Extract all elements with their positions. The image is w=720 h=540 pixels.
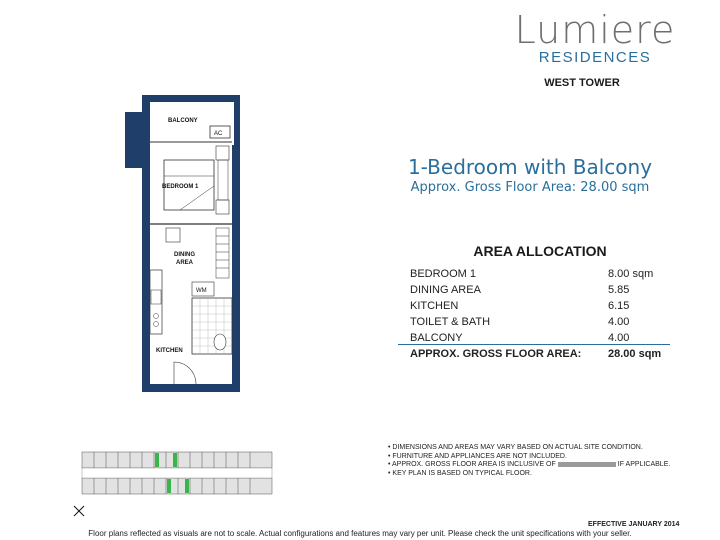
label-bedroom: BEDROOM 1 xyxy=(162,184,199,190)
allocation-value: 4.00 xyxy=(608,332,630,344)
label-dining-2: AREA xyxy=(176,260,194,266)
nightstand-top xyxy=(216,146,229,160)
footer-disclaimer: Floor plans reflected as visuals are not to scale. Actual configurations and features may vary per unit. Please check the unit specifications with your seller. xyxy=(88,529,632,538)
toilet-bowl xyxy=(214,334,226,350)
label-dining-1: DINING xyxy=(174,252,195,258)
toilet-bath xyxy=(192,298,232,354)
note-text: IF APPLICABLE. xyxy=(617,461,671,468)
label-kitchen: KITCHEN xyxy=(156,348,183,354)
unit-area: Approx. Gross Floor Area: 28.00 sqm xyxy=(410,180,650,195)
allocation-total-label: APPROX. GROSS FLOOR AREA: xyxy=(410,348,582,360)
allocation-divider xyxy=(398,344,670,345)
floor-plan xyxy=(120,90,250,400)
storage-racks xyxy=(216,228,229,278)
label-balcony: BALCONY xyxy=(168,118,198,124)
note-item: • KEY PLAN IS BASED ON TYPICAL FLOOR. xyxy=(388,469,532,477)
allocation-value: 5.85 xyxy=(608,284,630,296)
allocation-label: KITCHEN xyxy=(410,300,459,312)
allocation-value: 8.00 sqm xyxy=(608,268,654,280)
key-plan xyxy=(72,438,287,520)
brand-logo: Lumiere xyxy=(514,8,676,52)
kitchen-sink xyxy=(151,290,161,304)
column-right xyxy=(234,95,240,145)
effective-date: EFFECTIVE JANUARY 2014 xyxy=(588,521,680,528)
unit-title: 1-Bedroom with Balcony xyxy=(407,155,653,179)
column-left xyxy=(125,112,145,168)
disclaimer-notes xyxy=(388,444,708,478)
allocation-value: 6.15 xyxy=(608,300,630,312)
note-item: • DIMENSIONS AND AREAS MAY VARY BASED ON ACTUAL SITE CONDITION. xyxy=(388,444,643,451)
wall-top-slab xyxy=(142,95,240,102)
wall-bottom xyxy=(142,384,240,392)
allocation-total xyxy=(410,348,680,362)
note-item: • FURNITURE AND APPLIANCES ARE NOT INCLUDED. xyxy=(388,452,567,460)
allocation-value: 4.00 xyxy=(608,316,630,328)
redacted-text xyxy=(558,462,616,467)
label-ac: AC xyxy=(214,131,223,137)
allocation-row xyxy=(410,284,670,300)
wall-right xyxy=(232,145,240,392)
allocation-table xyxy=(410,268,670,348)
north-arrow-icon xyxy=(74,506,84,516)
entry-door-arc xyxy=(174,362,196,384)
nightstand-bottom xyxy=(216,200,229,214)
allocation-label: BALCONY xyxy=(410,332,463,344)
allocation-row xyxy=(410,332,670,348)
allocation-heading: AREA ALLOCATION xyxy=(473,243,607,259)
allocation-label: BEDROOM 1 xyxy=(410,268,477,280)
allocation-label: DINING AREA xyxy=(410,284,481,296)
wardrobe xyxy=(218,160,228,200)
allocation-row xyxy=(410,268,670,284)
tower-name: WEST TOWER xyxy=(544,77,620,89)
allocation-row xyxy=(410,300,670,316)
label-wm: WM xyxy=(196,288,207,294)
note-text: • APPROX. GROSS FLOOR AREA IS INCLUSIVE OF xyxy=(388,461,556,468)
key-plan-corridor xyxy=(82,468,272,478)
dining-chair xyxy=(166,228,180,242)
brand-subtitle: RESIDENCES xyxy=(538,49,652,66)
note-item-inclusive xyxy=(388,461,708,470)
allocation-label: TOILET & BATH xyxy=(410,316,491,328)
allocation-row xyxy=(410,316,670,332)
allocation-total-value: 28.00 sqm xyxy=(608,348,662,360)
